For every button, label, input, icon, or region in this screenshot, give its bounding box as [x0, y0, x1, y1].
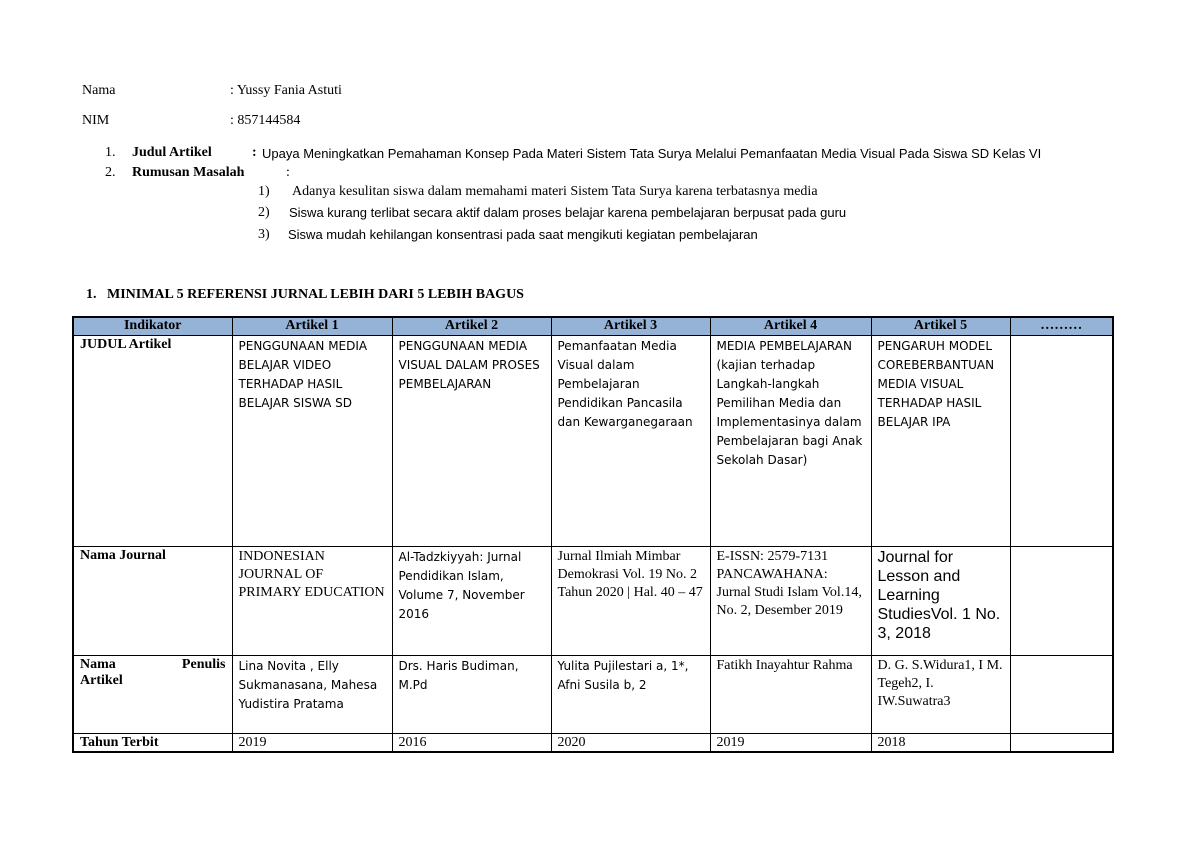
row-label-penulis-b: Penulis: [181, 657, 226, 672]
table-cell: [1010, 547, 1113, 656]
sublist-item: Adanya kesulitan siswa dalam memahami materi Sistem Tata Surya karena terbatasnya media: [292, 184, 818, 199]
table-cell: Drs. Haris Budiman, M.Pd: [392, 656, 551, 734]
table-row-journal: [73, 547, 1113, 656]
header-indikator: Indikator: [73, 317, 232, 336]
header-more: ………: [1010, 317, 1113, 336]
table-cell: 2020: [551, 734, 710, 753]
table-cell: E-ISSN: 2579-7131 PANCAWAHANA: Jurnal Studi Islam Vol.14, No. 2, Desember 2019: [710, 547, 871, 656]
table-header-row: [73, 317, 1113, 336]
list-item-2-number: 2.: [105, 165, 116, 180]
table-cell: Jurnal Ilmiah Mimbar Demokrasi Vol. 19 No. 2 Tahun 2020 | Hal. 40 – 47: [551, 547, 710, 656]
section-heading: 1. MINIMAL 5 REFERENSI JURNAL LEBIH DARI 5 LEBIH BAGUS: [86, 287, 524, 302]
table-cell: 2019: [710, 734, 871, 753]
table-cell: Fatikh Inayahtur Rahma: [710, 656, 871, 734]
table-cell: Journal for Lesson and Learning StudiesVol. 1 No. 3, 2018: [871, 547, 1010, 656]
table-cell: Yulita Pujilestari a, 1*, Afni Susila b, 2: [551, 656, 710, 734]
row-label-judul: JUDUL Artikel: [73, 336, 232, 547]
table-cell: PENGGUNAAN MEDIA VISUAL DALAM PROSES PEMBELAJARAN: [392, 336, 551, 547]
nim-value: : 857144584: [230, 113, 301, 128]
header-artikel-2: Artikel 2: [392, 317, 551, 336]
sublist-item: Siswa kurang terlibat secara aktif dalam proses belajar karena pembelajaran berpusat pada guru: [289, 205, 847, 220]
nim-label: NIM: [82, 113, 110, 128]
list-item-1-label: Judul Artikel: [132, 145, 212, 160]
table-row-penulis: [73, 656, 1113, 734]
table-row-tahun: [73, 734, 1113, 753]
header-artikel-3: Artikel 3: [551, 317, 710, 336]
sublist-number: 2): [258, 205, 270, 220]
table-cell: 2019: [232, 734, 392, 753]
list-item-2-label: Rumusan Masalah: [132, 165, 245, 180]
header-artikel-5: Artikel 5: [871, 317, 1010, 336]
list-item-2-colon: :: [286, 165, 290, 180]
list-item-1-number: 1.: [105, 145, 116, 160]
row-label-penulis: [73, 656, 232, 734]
reference-table: [72, 316, 1114, 753]
sublist-item: Siswa mudah kehilangan konsentrasi pada saat mengikuti kegiatan pembelajaran: [288, 227, 758, 242]
table-cell: D. G. S.Widura1, I M. Tegeh2, I. IW.Suwatra3: [871, 656, 1010, 734]
nama-value: : Yussy Fania Astuti: [230, 83, 342, 98]
table-cell: Al-Tadzkiyyah: Jurnal Pendidikan Islam, Volume 7, November 2016: [392, 547, 551, 656]
table-cell: [1010, 336, 1113, 547]
row-label-journal: Nama Journal: [73, 547, 232, 656]
table-cell: [1010, 656, 1113, 734]
table-cell: PENGARUH MODEL COREBERBANTUAN MEDIA VISUAL TERHADAP HASIL BELAJAR IPA: [871, 336, 1010, 547]
row-label-tahun: Tahun Terbit: [73, 734, 232, 753]
row-label-penulis-a: Nama: [80, 657, 116, 672]
table-cell: 2016: [392, 734, 551, 753]
table-cell: INDONESIAN JOURNAL OF PRIMARY EDUCATION: [232, 547, 392, 656]
header-artikel-1: Artikel 1: [232, 317, 392, 336]
list-item-1-colon: :: [252, 145, 257, 160]
table-cell: Lina Novita , Elly Sukmanasana, Mahesa Yudistira Pratama: [232, 656, 392, 734]
row-label-penulis-c: Artikel: [80, 673, 123, 688]
table-cell: 2018: [871, 734, 1010, 753]
table-cell: PENGGUNAAN MEDIA BELAJAR VIDEO TERHADAP HASIL BELAJAR SISWA SD: [232, 336, 392, 547]
table-row-judul: [73, 336, 1113, 547]
nama-label: Nama: [82, 83, 116, 98]
list-item-1-value: Upaya Meningkatkan Pemahaman Konsep Pada Materi Sistem Tata Surya Melalui Pemanfaatan Media Visual Pada Siswa SD Kelas VI: [262, 146, 1042, 161]
header-artikel-4: Artikel 4: [710, 317, 871, 336]
sublist-number: 1): [258, 184, 270, 199]
table-cell: MEDIA PEMBELAJARAN (kajian terhadap Langkah-langkah Pemilihan Media dan Implementasinya dalam Pembelajaran bagi Anak Sekolah Dasar): [710, 336, 871, 547]
table-cell: [1010, 734, 1113, 753]
table-cell: Pemanfaatan Media Visual dalam Pembelajaran Pendidikan Pancasila dan Kewarganegaraan: [551, 336, 710, 547]
sublist-number: 3): [258, 227, 270, 242]
